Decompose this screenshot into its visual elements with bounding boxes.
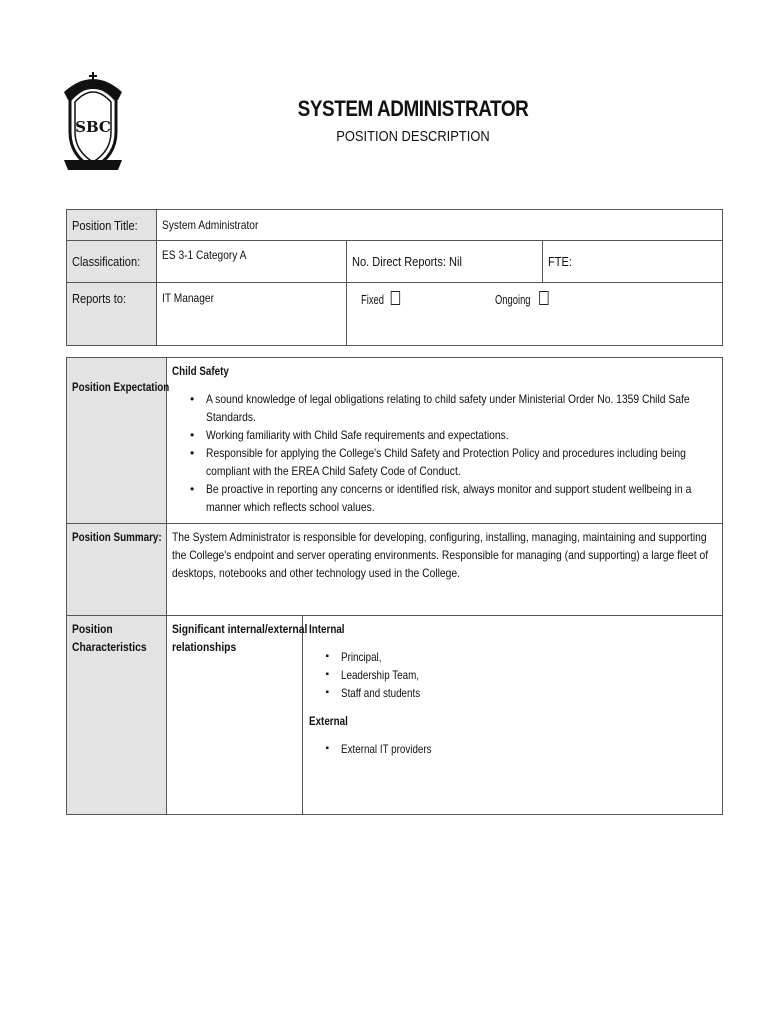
- expectation-label: Position Expectation: [67, 358, 167, 524]
- list-item: ▪ Principal,: [341, 648, 717, 666]
- characteristics-row: [67, 616, 723, 815]
- college-crest-logo: [60, 70, 126, 174]
- position-sections-table: [66, 357, 723, 815]
- summary-row: [67, 524, 723, 616]
- title-block: [240, 96, 586, 145]
- list-item: ▪ Staff and students: [341, 684, 717, 702]
- list-item: ▪ External IT providers: [341, 740, 717, 758]
- characteristics-label: Position Characteristics: [67, 616, 167, 815]
- fixed-option[interactable]: Fixed: [361, 291, 400, 307]
- internal-heading: Internal: [308, 622, 345, 636]
- relationships-lists: [302, 616, 722, 814]
- list-item: • Working familiarity with Child Safe requirements and expectations.: [206, 426, 717, 444]
- classification-value: ES 3-1 Category A: [157, 241, 347, 283]
- reports-to-value: IT Manager: [157, 283, 347, 346]
- reports-to-label: Reports to:: [67, 283, 157, 346]
- classification-row: [67, 241, 723, 283]
- external-list: [309, 740, 717, 758]
- expectation-content: [167, 358, 723, 524]
- internal-list: [309, 648, 717, 702]
- relationships-heading: Significant internal/external relationships: [167, 616, 302, 814]
- summary-label: Position Summary:: [67, 524, 167, 616]
- characteristics-content: [167, 616, 723, 815]
- list-item: • A sound knowledge of legal obligations relating to child safety under Ministerial Order No. 1359 Child Safe Standards.: [206, 390, 717, 426]
- position-details-table: [66, 209, 723, 346]
- employment-type: [347, 283, 723, 346]
- position-title-label: Position Title:: [67, 210, 157, 241]
- fte-label: FTE:: [543, 241, 723, 283]
- position-title-value: System Administrator: [157, 210, 723, 241]
- position-title-row: [67, 210, 723, 241]
- relationships-table: [167, 616, 722, 814]
- list-item: • Be proactive in reporting any concerns or identified risk, always monitor and support student wellbeing in a manner which reflects school values.: [206, 480, 717, 516]
- document-title: SYSTEM ADMINISTRATOR: [297, 96, 529, 121]
- list-item: • Responsible for applying the College's Child Safety and Protection Policy and procedures including being compliant with the EREA Child Safety Code of Conduct.: [206, 444, 717, 480]
- child-safety-list: [172, 390, 717, 516]
- svg-text:SBC: SBC: [75, 118, 111, 136]
- child-safety-heading: Child Safety: [172, 364, 229, 378]
- reports-to-row: [67, 283, 723, 346]
- external-heading: External: [308, 714, 348, 728]
- ongoing-option[interactable]: Ongoing: [495, 291, 549, 307]
- list-item: ▪ Leadership Team,: [341, 666, 717, 684]
- fixed-checkbox[interactable]: [391, 291, 400, 305]
- document-subtitle: POSITION DESCRIPTION: [336, 128, 490, 145]
- ongoing-checkbox[interactable]: [540, 291, 549, 305]
- classification-label: Classification:: [67, 241, 157, 283]
- summary-content: The System Administrator is responsible for developing, configuring, installing, managing, maintaining and supporting the College's endpoint and server operating environments. Responsible for managing (and supporting) a large fleet of desktops, notebooks and other technology used in the College.: [167, 524, 723, 616]
- direct-reports: No. Direct Reports: Nil: [347, 241, 543, 283]
- expectation-row: [67, 358, 723, 524]
